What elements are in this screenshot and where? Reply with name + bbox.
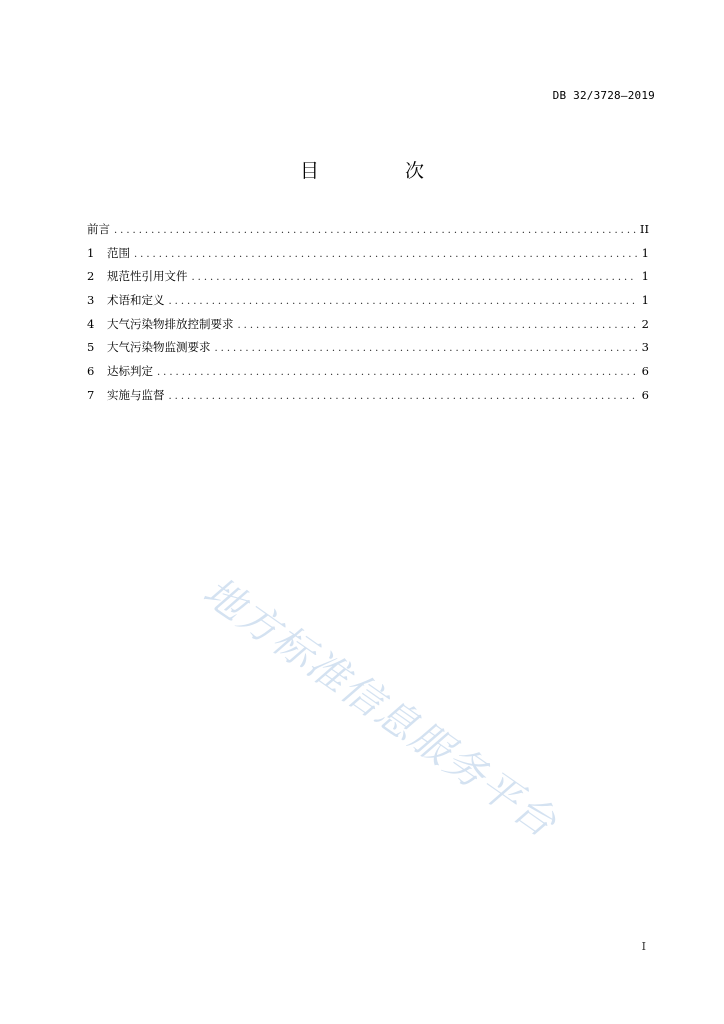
toc-dot-leader: [192, 272, 638, 283]
toc-entry-page: II: [639, 222, 649, 236]
toc-entry-label: 大气污染物监测要求: [107, 340, 211, 355]
toc-entry-page: 1: [641, 245, 649, 260]
toc-dot-leader: [238, 320, 638, 331]
toc-entry-number: 5: [87, 340, 95, 355]
watermark: 地方标准信息服务平台: [194, 568, 566, 848]
document-code: DB 32/3728—2019: [552, 89, 655, 102]
toc-entry-number: 6: [87, 364, 95, 379]
toc-entry-label: 大气污染物排放控制要求: [107, 316, 234, 331]
toc-entry-implementation[interactable]: [87, 387, 649, 411]
page-title: 目 次: [299, 160, 465, 182]
toc-entry-emission-control[interactable]: [87, 316, 649, 340]
toc-entry-label: 术语和定义: [107, 293, 165, 308]
toc-dot-leader: [169, 296, 638, 307]
toc-entry-scope[interactable]: [87, 245, 649, 269]
toc-entry-preface[interactable]: [87, 221, 649, 245]
toc-entry-page: 3: [641, 340, 649, 355]
toc-dot-leader: [215, 343, 638, 354]
toc-entry-page: 1: [641, 269, 649, 284]
toc-entry-number: 7: [87, 387, 95, 402]
toc-entry-page: 2: [641, 316, 649, 331]
toc-entry-label: 实施与监督: [107, 387, 165, 402]
toc-entry-monitoring[interactable]: [87, 339, 649, 363]
toc-entry-page: 6: [641, 364, 649, 379]
toc-dot-leader: [169, 391, 638, 402]
toc-entry-label: 范围: [107, 245, 130, 260]
toc-entry-number: 3: [87, 293, 95, 308]
table-of-contents: [87, 221, 649, 411]
toc-entry-number: 1: [87, 245, 95, 260]
toc-entry-label: 规范性引用文件: [107, 269, 188, 284]
toc-entry-page: 6: [641, 387, 649, 402]
toc-entry-terms-definitions[interactable]: [87, 292, 649, 316]
toc-entry-compliance[interactable]: [87, 363, 649, 387]
toc-entry-number: 4: [87, 316, 95, 331]
toc-entry-number: 2: [87, 269, 95, 284]
toc-dot-leader: [114, 225, 636, 236]
page-number: I: [641, 940, 646, 953]
toc-dot-leader: [157, 367, 637, 378]
toc-entry-label: 达标判定: [107, 364, 153, 379]
toc-dot-leader: [134, 249, 637, 260]
toc-entry-page: 1: [641, 293, 649, 308]
toc-entry-label: 前言: [87, 222, 110, 236]
toc-entry-normative-references[interactable]: [87, 268, 649, 292]
